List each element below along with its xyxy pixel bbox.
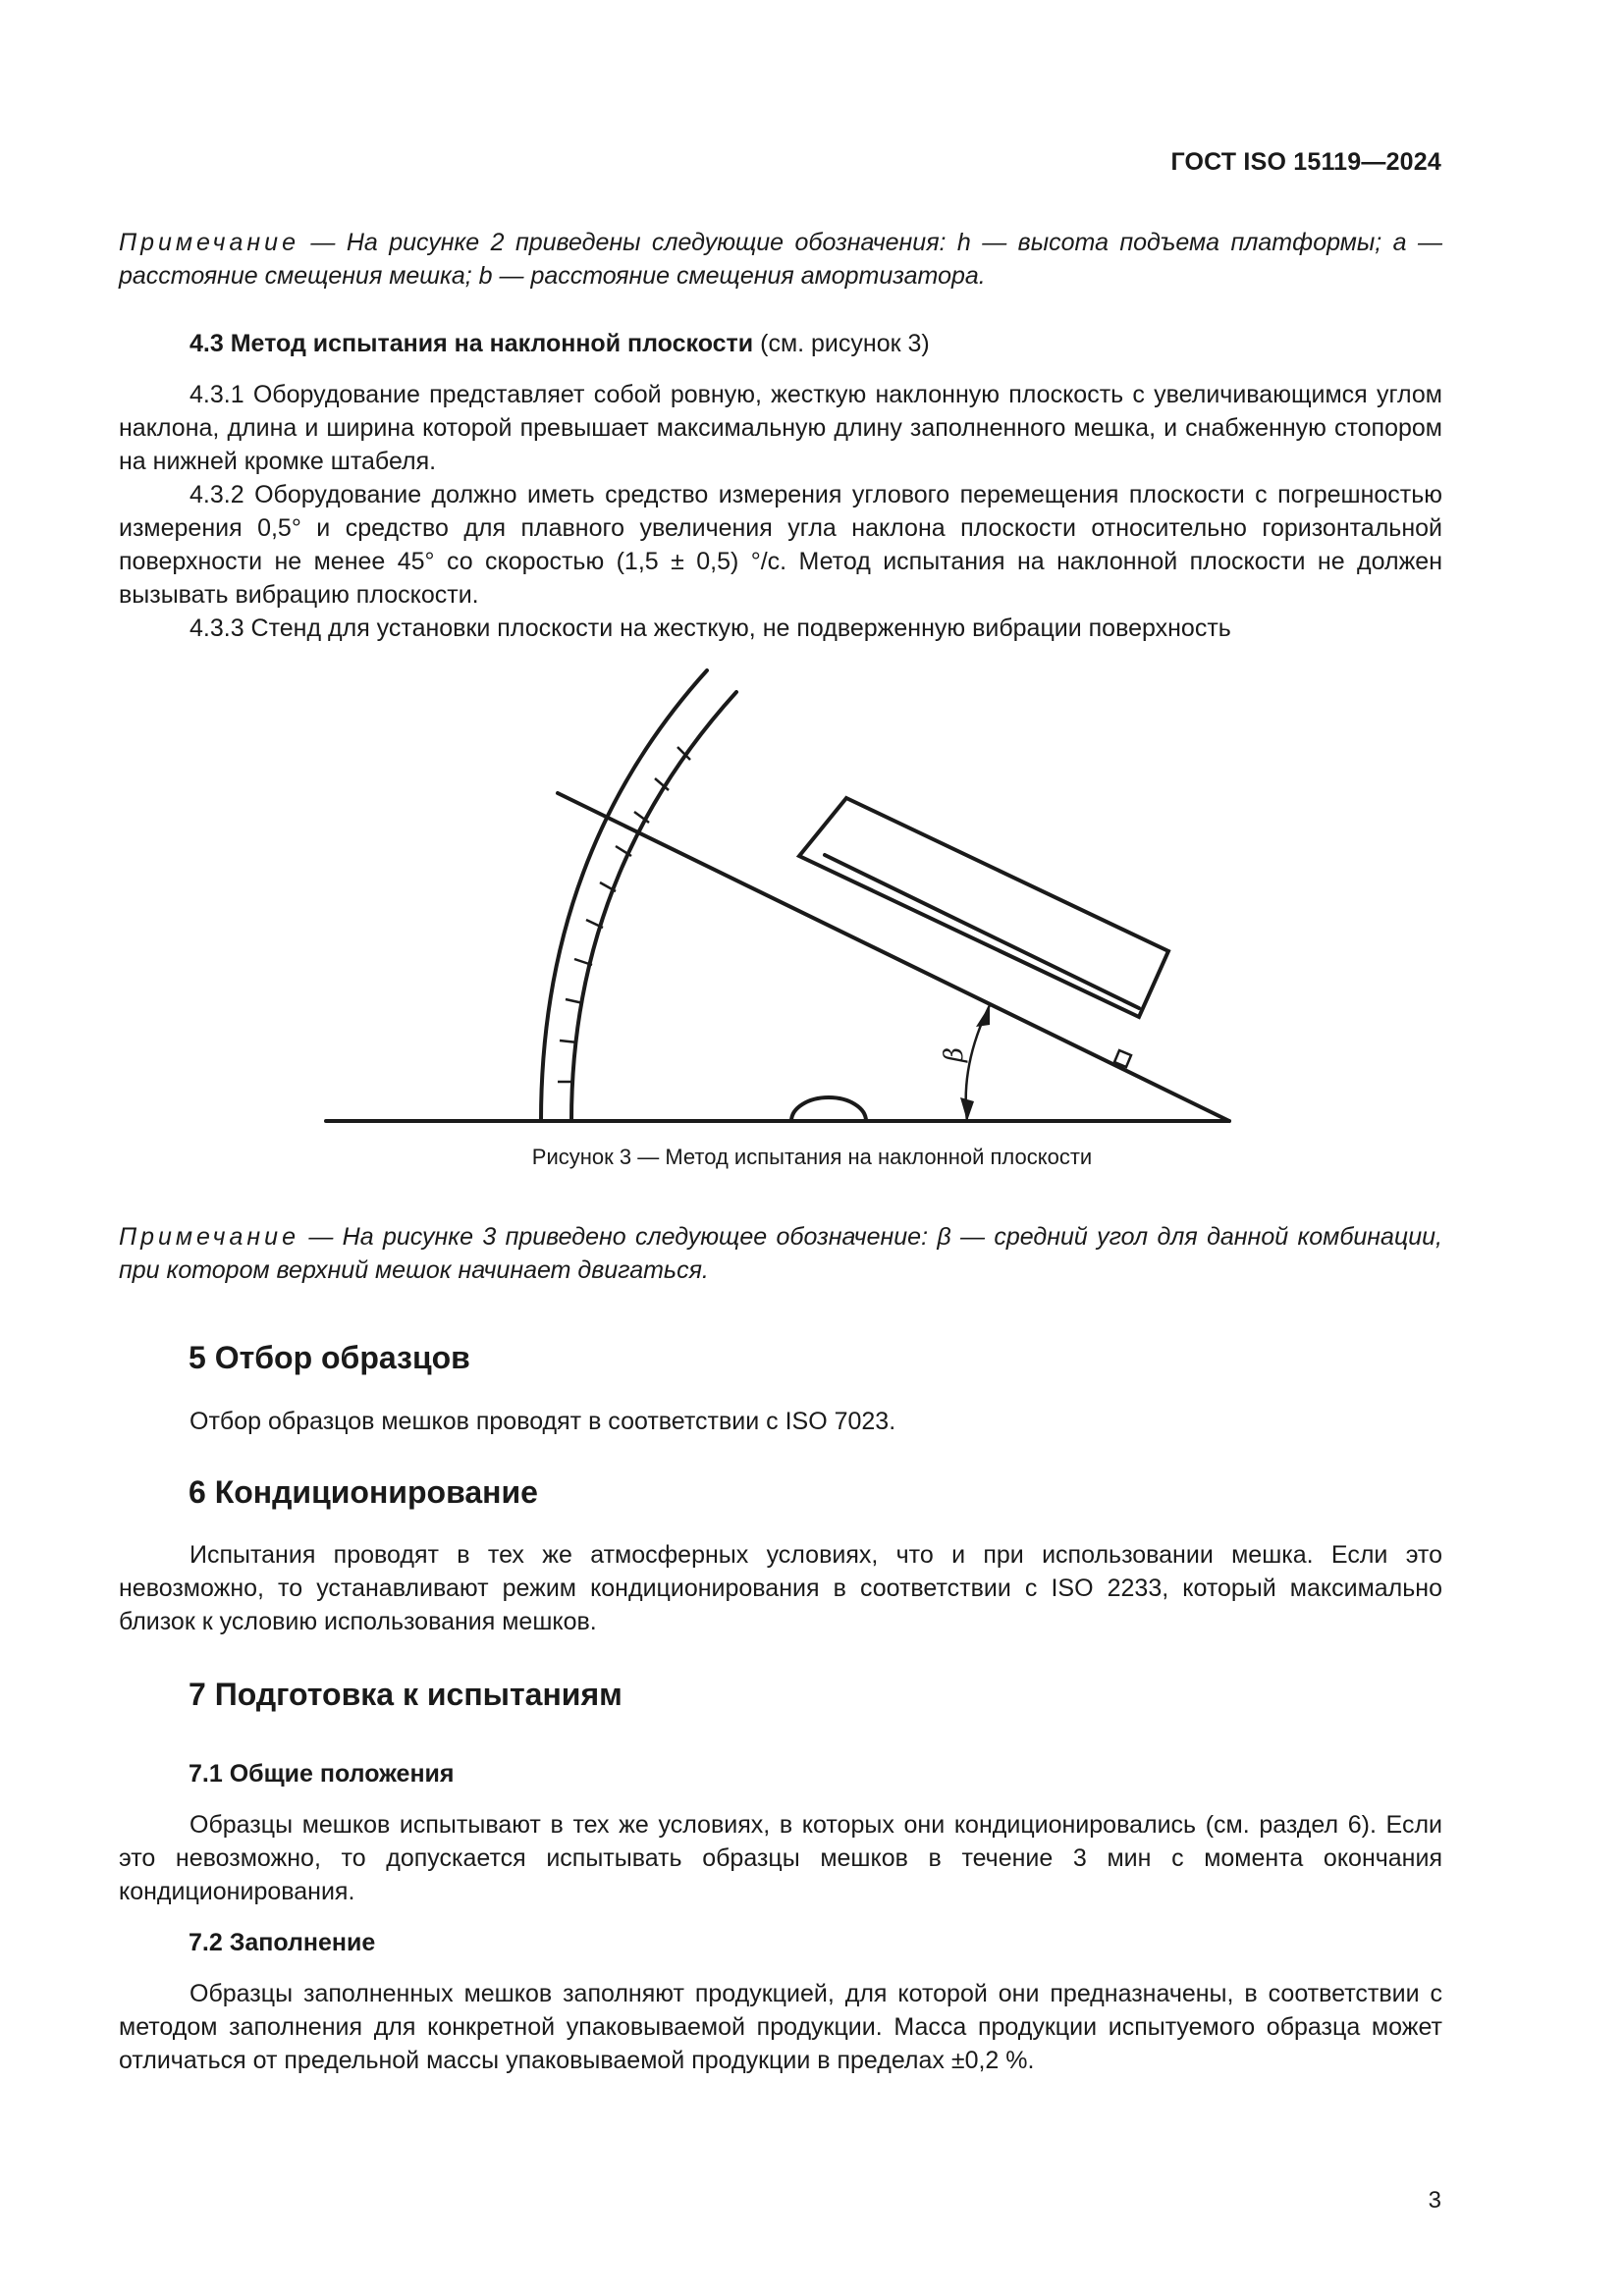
paragraph-4-3-2: 4.3.2 Оборудование должно иметь средство измерения углового перемещения плоскости с погрешностью измерения 0,5° и средство для плавного увеличения угла наклона плоскости относительно горизонтальной поверхности не менее 45° со скоростью (1,5 ± 0,5) °/с. Метод испытания на наклонной плоскости не должен вызывать вибрацию плоскости. (119, 481, 1442, 609)
note-figure-2 (119, 226, 1442, 293)
section-4-3-ref: (см. рисунок 3) (753, 330, 930, 357)
angle-arrowhead-top (976, 1005, 990, 1027)
note-label: Примечание (119, 1223, 299, 1251)
section-6-title: 6 Кондиционирование (189, 1474, 538, 1510)
section-7-1-title: 7.1 Общие положения (189, 1760, 455, 1788)
section-7-2-title: 7.2 Заполнение (189, 1929, 376, 1956)
section-6-body (119, 1538, 1442, 1638)
note-figure-3 (119, 1220, 1442, 1287)
section-7-1-body (119, 1808, 1442, 1908)
inclined-plane-line (558, 793, 1229, 1121)
document-header: ГОСТ ISO 15119—2024 (1170, 148, 1441, 176)
figure-3-caption: Рисунок 3 — Метод испытания на наклонной плоскости (531, 1145, 1093, 1169)
paragraph-5: Отбор образцов мешков проводят в соответствии с ISO 7023. (189, 1408, 896, 1435)
section-7-title: 7 Подготовка к испытаниям (189, 1677, 623, 1712)
angle-arrowhead-bottom (960, 1097, 974, 1121)
figure-3-inclined-plane (295, 648, 1257, 1158)
protractor-outer-arc (541, 670, 707, 1121)
paragraph-4-3-3: 4.3.3 Стенд для установки плоскости на жесткую, не подверженную вибрации поверхность (189, 614, 1231, 642)
note-text: — На рисунке 3 приведено следующее обозначение: β — средний угол для данной комбинации, при котором верхний мешок начинает двигаться. (119, 1223, 1442, 1284)
bag-rectangle (799, 798, 1168, 1017)
paragraph-7-2: Образцы заполненных мешков заполняют продукцией, для которой они предназначены, в соответствии с методом заполнения для конкретной упаковываемой продукции. Масса продукции испытуемого образца может отличаться от предельной массы упаковываемой продукции в пределах ±0,2 %. (119, 1980, 1442, 2074)
note-text: — На рисунке 2 приведены следующие обозначения: h — высота подъема платформы; a — расстояние смещения мешка; b — расстояние смещения амортизатора. (119, 229, 1442, 290)
bag-divider-line (825, 855, 1139, 1008)
paragraph-6: Испытания проводят в тех же атмосферных условиях, что и при использовании мешка. Если это невозможно, то устанавливают режим кондиционирования в соответствии с ISO 2233, который максимально близок к условию использования мешков. (119, 1541, 1442, 1635)
section-4-3-title: 4.3 Метод испытания на наклонной плоскости (189, 330, 754, 357)
page-number: 3 (1428, 2187, 1441, 2214)
section-5-body (119, 1405, 1442, 1438)
section-4-3-heading (119, 327, 1442, 360)
section-5-title: 5 Отбор образцов (189, 1340, 470, 1375)
section-4-3-body (119, 378, 1442, 645)
note-label: Примечание (119, 229, 299, 256)
protractor-inner-arc (571, 692, 736, 1121)
paragraph-4-3-1: 4.3.1 Оборудование представляет собой ровную, жесткую наклонную плоскость с увеличивающимся углом наклона, длина и ширина которой превышает максимальную длину заполненного мешка, и снабженную стопором на нижней кромке штабеля. (119, 381, 1442, 475)
angle-beta-label: β (940, 1046, 969, 1062)
section-7-2-body (119, 1977, 1442, 2077)
paragraph-7-1: Образцы мешков испытывают в тех же условиях, в которых они кондиционировались (см. раздел 6). Если это невозможно, то допускается испытывать образцы мешков в течение 3 мин с момента окончания кондиционирования. (119, 1811, 1442, 1905)
hinge-arc (791, 1097, 866, 1121)
